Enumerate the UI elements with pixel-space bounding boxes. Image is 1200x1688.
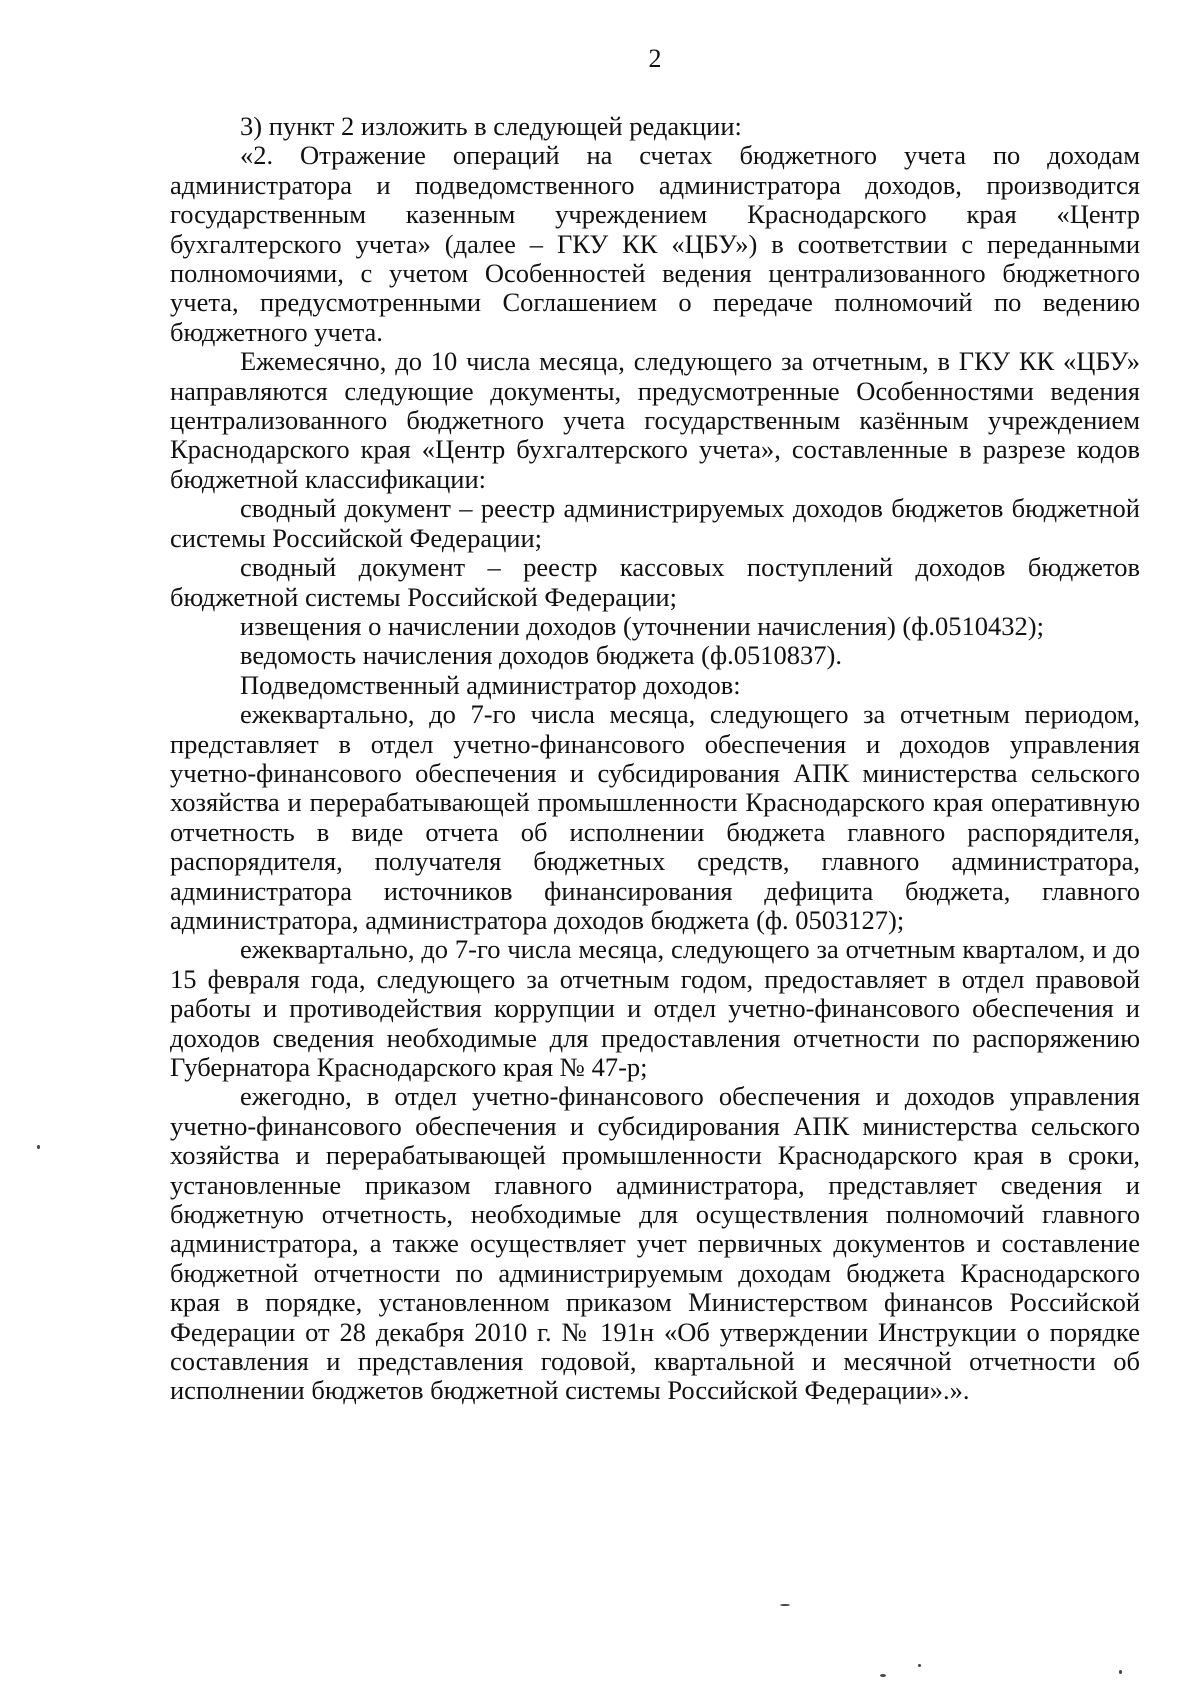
paragraph: сводный документ – реестр администрируемых доходов бюджетов бюджетной системы Российской Федерации;: [170, 493, 1140, 553]
paragraph: ежеквартально, до 7-го числа месяца, следующего за отчетным кварталом, и до 15 февраля года, следующего за отчетным годом, предоставляет в отдел правовой работы и противодействия коррупции и отдел учетно-финансового обеспечения и доходов сведения необходимые для предоставления отчетности по распоряжению Губернатора Краснодарского края № 47-р;: [170, 934, 1140, 1082]
paragraph: «2. Отражение операций на счетах бюджетного учета по доходам администратора и подведомственного администратора доходов, производится государственным казенным учреждением Краснодарского края «Центр бухгалтерского учета» (далее – ГКУ КК «ЦБУ») в соответствии с переданными полномочиями, с учетом Особенностей ведения централизованного бюджетного учета, предусмотренными Соглашением о передаче полномочий по ведению бюджетного учета.: [170, 140, 1140, 347]
paragraph: Ежемесячно, до 10 числа месяца, следующего за отчетным, в ГКУ КК «ЦБУ» направляются следующие документы, предусмотренные Особенностями ведения централизованного бюджетного учета государственным казённым учреждением Краснодарского края «Центр бухгалтерского учета», составленные в разрезе кодов бюджетной классификации:: [170, 346, 1140, 494]
paragraph: ведомость начисления доходов бюджета (ф.0510837).: [240, 640, 842, 671]
paragraph: сводный документ – реестр кассовых поступлений доходов бюджетов бюджетной системы Российской Федерации;: [170, 552, 1140, 612]
page-number: 2: [648, 44, 662, 73]
scan-speck: [1119, 1670, 1122, 1674]
paragraph: извещения о начислении доходов (уточнении начисления) (ф.0510432);: [240, 610, 1044, 641]
document-body: [170, 112, 1140, 1406]
scan-speck: [880, 1674, 886, 1677]
scan-speck: [37, 1145, 40, 1149]
scan-speck: [780, 1604, 790, 1606]
paragraph: ежеквартально, до 7-го числа месяца, следующего за отчетным периодом, представляет в отдел учетно-финансового обеспечения и доходов управления учетно-финансового обеспечения и субсидирования АПК министерства сельского хозяйства и перерабатывающей промышленности Краснодарского края оперативную отчетность в виде отчета об исполнении бюджета главного распорядителя, распорядителя, получателя бюджетных средств, главного администратора, администратора источников финансирования дефицита бюджета, главного администратора, администратора доходов бюджета (ф. 0503127);: [170, 699, 1140, 935]
paragraph: ежегодно, в отдел учетно-финансового обеспечения и доходов управления учетно-финансового обеспечения и субсидирования АПК министерства сельского хозяйства и перерабатывающей промышленности Краснодарского края в сроки, установленные приказом главного администратора, представляет сведения и бюджетную отчетность, необходимые для осуществления полномочий главного администратора, а также осуществляет учет первичных документов и составление бюджетной отчетности по администрируемым доходам бюджета Краснодарского края в порядке, установленном приказом Министерством финансов Российской Федерации от 28 декабря 2010 г. № 191н «Об утверждении Инструкции о порядке составления и представления годовой, квартальной и месячной отчетности об исполнении бюджетов бюджетной системы Российской Федерации».».: [170, 1081, 1140, 1406]
paragraph: Подведомственный администратор доходов:: [240, 669, 741, 700]
scan-speck: [918, 1664, 921, 1667]
paragraph: 3) пункт 2 изложить в следующей редакции:: [240, 111, 742, 141]
